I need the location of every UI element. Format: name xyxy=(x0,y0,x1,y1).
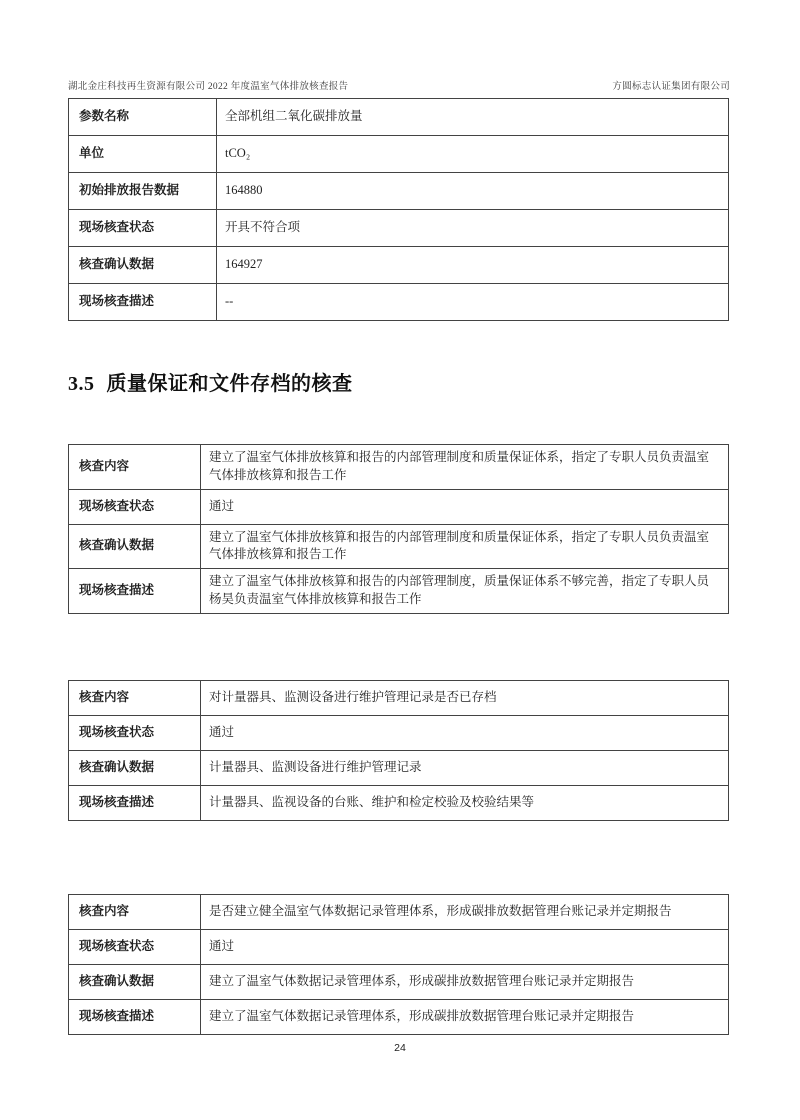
table-row xyxy=(69,210,729,247)
confirmed-data-label: 核查确认数据 xyxy=(69,524,201,569)
table-row xyxy=(69,136,729,173)
onsite-status-label: 现场核查状态 xyxy=(69,715,201,750)
onsite-description-value: 建立了温室气体排放核算和报告的内部管理制度，质量保证体系不够完善，指定了专职人员杨昊负责温室气体排放核算和报告工作 xyxy=(201,569,729,614)
table-row xyxy=(69,999,729,1034)
table-row xyxy=(69,964,729,999)
onsite-status-label: 现场核查状态 xyxy=(69,489,201,524)
onsite-description-label: 现场核查描述 xyxy=(69,785,201,820)
confirmed-data-value: 建立了温室气体数据记录管理体系，形成碳排放数据管理台账记录并定期报告 xyxy=(201,964,729,999)
onsite-status-label: 现场核查状态 xyxy=(69,929,201,964)
table-row xyxy=(69,247,729,284)
onsite-description-value: 计量器具、监视设备的台账、维护和检定校验及校验结果等 xyxy=(201,785,729,820)
check-content-label: 核查内容 xyxy=(69,445,201,490)
section-title: 质量保证和文件存档的核查 xyxy=(106,373,353,395)
confirmed-data-value: 建立了温室气体排放核算和报告的内部管理制度和质量保证体系，指定了专职人员负责温室气体排放核算和报告工作 xyxy=(201,524,729,569)
check-content-value: 是否建立健全温室气体数据记录管理体系，形成碳排放数据管理台账记录并定期报告 xyxy=(201,894,729,929)
table-row xyxy=(69,715,729,750)
section-number: 3.5 xyxy=(68,373,95,395)
table-row xyxy=(69,445,729,490)
initial-report-data-label: 初始排放报告数据 xyxy=(69,173,217,210)
table-row xyxy=(69,489,729,524)
check-table-1 xyxy=(68,444,729,614)
parameter-table xyxy=(68,98,729,321)
running-header xyxy=(68,78,730,92)
table-row xyxy=(69,894,729,929)
table-row xyxy=(69,680,729,715)
confirmed-data-label: 核查确认数据 xyxy=(69,750,201,785)
onsite-description-value: -- xyxy=(217,284,729,321)
table-row xyxy=(69,929,729,964)
table-row xyxy=(69,284,729,321)
check-content-value: 建立了温室气体排放核算和报告的内部管理制度和质量保证体系，指定了专职人员负责温室气体排放核算和报告工作 xyxy=(201,445,729,490)
onsite-description-label: 现场核查描述 xyxy=(69,569,201,614)
header-report-title: 湖北金庄科技再生资源有限公司 2022 年度温室气体排放核查报告 xyxy=(68,82,349,92)
check-table-2 xyxy=(68,680,729,821)
onsite-status-value: 通过 xyxy=(201,929,729,964)
initial-report-data-value: 164880 xyxy=(217,173,729,210)
check-table-3 xyxy=(68,894,729,1035)
confirmed-data-label: 核查确认数据 xyxy=(69,247,217,284)
table-row xyxy=(69,750,729,785)
check-content-value: 对计量器具、监测设备进行维护管理记录是否已存档 xyxy=(201,680,729,715)
param-name-value: 全部机组二氧化碳排放量 xyxy=(217,99,729,136)
unit-value: tCO₂ xyxy=(217,136,729,173)
check-content-label: 核查内容 xyxy=(69,680,201,715)
confirmed-data-value: 计量器具、监测设备进行维护管理记录 xyxy=(201,750,729,785)
onsite-description-label: 现场核查描述 xyxy=(69,999,201,1034)
unit-label: 单位 xyxy=(69,136,217,173)
table-row xyxy=(69,99,729,136)
onsite-status-label: 现场核查状态 xyxy=(69,210,217,247)
confirmed-data-value: 164927 xyxy=(217,247,729,284)
table-row xyxy=(69,173,729,210)
table-row xyxy=(69,785,729,820)
param-name-label: 参数名称 xyxy=(69,99,217,136)
onsite-status-value: 通过 xyxy=(201,715,729,750)
onsite-status-value: 通过 xyxy=(201,489,729,524)
section-heading xyxy=(68,367,730,396)
check-content-label: 核查内容 xyxy=(69,894,201,929)
onsite-description-label: 现场核查描述 xyxy=(69,284,217,321)
table-row xyxy=(69,569,729,614)
onsite-status-value: 开具不符合项 xyxy=(217,210,729,247)
onsite-description-value: 建立了温室气体数据记录管理体系，形成碳排放数据管理台账记录并定期报告 xyxy=(201,999,729,1034)
confirmed-data-label: 核查确认数据 xyxy=(69,964,201,999)
header-certifier-name: 方圆标志认证集团有限公司 xyxy=(612,82,730,92)
table-row xyxy=(69,524,729,569)
page-number: 24 xyxy=(394,1042,406,1054)
